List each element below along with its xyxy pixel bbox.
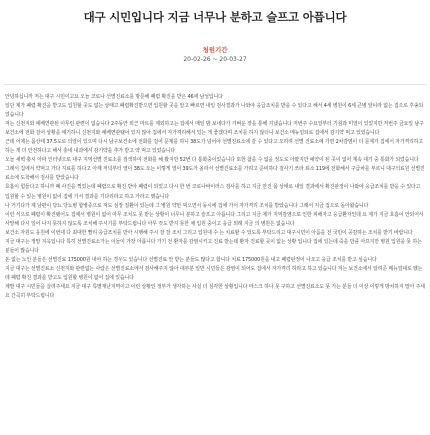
paragraph: 오늘 새벽 충시 아파 인터넷으로 대구 지역선별 진료소를 검색하여 전화를 해 봤지만 52번 다 통화중이었습니다 또한 참을 수 없을 정도로 아팠지만 예약이 된 곳이 없어 계속 대기 중 통화가 되었습니다 — [5, 157, 419, 164]
paragraph: 근데 어제는 몸상태 37.5도로 의열이 있으며 다시 남구보건소에 전화를 걸어 문제를 하니 38도가 넘어야 선별진료소에 갈 수 있다고 오히려 선별 진료소에 가면 2차감염이 더 문제가 집에서 자가격리하고 하는 게 더 안전하다고 해서 충네 내과에서 감기약을 추가 받고 약 먹고 있었습니다 — [5, 139, 424, 155]
paragraph: 그래서 집에서 약먹고 가다 지료를 하다고 아제 저녁부터 열이 38도 오는 이렇게 열이 39도가 올라서 선별진료소를 가려고 준비하다 검사기 쓰라 퇴소 119에 전화해서 구급차를 부르니 대구의료원 선별진료소에 도착해서 검사를 받았습니다 — [5, 166, 425, 182]
paragraph: 저는 신천지와 예배연관된 이무런 관련이 없습니다 2주동안 외근 마트를 제외하고는 집에서 매일 밤 보내다가 가벼운 장을 통해 지냈습니다 저번주 수요일부터 기침과 미열이 있었지만 저번주 금요일 남구보건소에 전화 걸어 상황을 얘기하니 신천지와 예배연관됐어 있지 않아 집에서 자가격리해서 있는 게 좋겠다며 조치를 하지 않더니 보건소 메뉴얼되로 집에서 감기약 먹고 있었습니다 — [5, 121, 424, 137]
divider — [4, 84, 426, 85]
paragraph: 제발 대구 시민들을 살려주세요 지금 대구 특별재난지역이고 이런 상황인 정부가 생각하는 사실 더 심각한 상황입니다 마스크 하나 못 구하고 선별진료소도 못 가는 분들 더 이상 이렇게 방치하지 말아 주세요 간곡히 부탁드립니다 — [5, 283, 425, 300]
petition-title: 대구 시민입니다 지금 너무나 분하고 슬프고 아픕니다 — [83, 10, 347, 24]
paragraph: 돈 없는 노인 분들은 선별진료 175000원 내야 하는 경우도 있습니다 선별진료 안 받는 분들도 많다고 합니다 치료 175000원을 내고 폐렴판정이 나오고 응급 조치를 받고 싶습니다 — [5, 256, 377, 263]
paragraph: 이런 식으로 폐렴이 확진됐어도 집에서 병원이 없어 아무 조치도 못 받는 상황이 너무나 분하고 슬프고 아픕니다 그리고 지금 제가 지역감염으로 인한 피해자고 응급환자인데 요 제가 지금 호흡이 안되어서 사망해 다시 일어 나지 못하지 않도록 조치해 주시기를 부탁드립니다 아무 것도 받지 못한 채 입원 중이고 응급 외래 지금 의 병원은 없습니다 — [5, 211, 424, 227]
period-label: 청원기간 — [202, 46, 228, 54]
paragraph: 나 거기다가 제 남편이 당뇨 당뇨병 합병증으로 저도 심장 질환이 있는데 그 병원 약만 먹으면서 동시에 집에 가서 자가격리 조치를 받았습니다 그래서 지금 집으로 돌아왔습니다 — [5, 202, 369, 209]
paragraph: 보건소 자원도 응원에 이번대 다 최대한 빨리 응급조치를 받아 시행해 주시 잘 잘 조치 그리고 입원대 수 는 치료할 수 있도록 부탁드리고 대구시민이 아픔을 전 국민이 공감하는 조치를 받기 바랍니다 — [5, 229, 413, 236]
paragraph: 일단 제가 폐렴 확진을 받고도 입원할 곳도 없는 상태고 폐렴확진받으면 입원할 곳을 알고 빠르면 내일 검사결과가 나와야 응급조치를 받을 수 있다고 해서 4세 병원이 6세 큰병 앞이라 없는 집으로 후송되었습니다 — [5, 103, 424, 119]
paragraph: 호흡이 힘들다고 하니까 폐 사진을 찍었는데 폐렴으로 확진 받아 폐렴이 되었고 다시 한 번 코로나바이러스 검사를 하고 지금 만진 몸 상태로 내일 결과에서 확진판정이 나와야 응급조치를 받을 수 있다고 입원할 수 있는 병원이 없어 집에 가서 결과를 기다리라고 하고 가라고 했습니다 — [5, 184, 421, 200]
petition-period — [0, 45, 430, 63]
petition-body — [5, 93, 425, 431]
paragraph: 안녕하십니까 저는 대구 시민이고요 오늘 코로나 선별진료소를 방문해 폐렴 확진을 받은 46세 남성입니다 — [5, 94, 223, 100]
paragraph: 지금 대구는 선별진료소 신천지와 관련없는 사람은 선별진료소에서 검사해주지 않아 대부분 일반 시민들은 감염이 되어도 집에서 자가격리 하라고 하고 있습니다 저는 보건소에서 알려준 메뉴얼대로 했는데 폐렴 확진 결과를 받고도 입원할 병원이 없어 집에 있습니다 — [5, 265, 423, 281]
period-dates: 20-02-26 ~ 20-03-27 — [183, 56, 247, 63]
paragraph: 지금 대구는 정말 지옥입니다 특히 선별진료소가는 이들이 가장 아픕니다 가기 전 환자를 감염시키고 진료 받는데 환자 진료할 곳이 없는 상황 입니다 집에 있는데 죽을 만큼 아프지만 병원 입원을 못 하는 분들이 많습니다 — [5, 238, 422, 254]
